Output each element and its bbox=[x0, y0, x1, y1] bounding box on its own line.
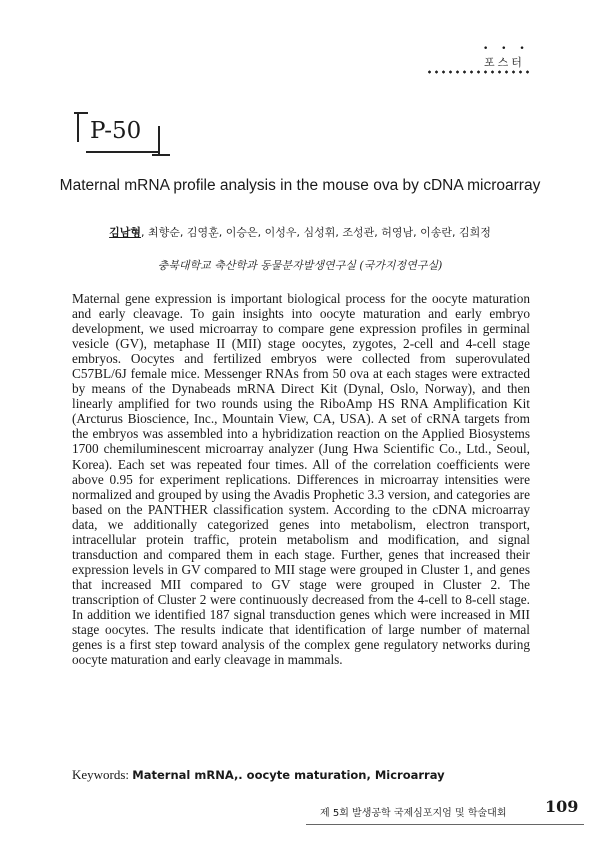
keywords-values: Maternal mRNA,. oocyte maturation, Microarray bbox=[132, 768, 445, 782]
abstract-body: Maternal gene expression is important biological process for the oocyte maturation and early cleavage. To gain insights into oocyte maturation and early embryo development, we used microarray to compare gene expression profiles in germinal vesicle (GV), metaphase II (MII) stage oocytes, zygotes, 2-cell and 4-cell stage embryos. Oocytes and fertilized embryos were collected from superovulated C57BL/6J female mice. Messenger RNAs from 50 ova at each stages were extracted by means of the Dynabeads mRNA Direct Kit (Dynal, Oslo, Norway), and then linearly amplified for two rounds using the RiboAmp HS RNA Amplification Kit (Arcturus Bioscience, Inc., Mountain View, CA, USA). A set of cRNA targets from the embryos was assembled into a hybridization reaction on the Applied Biosystems 1700 chemiluminescent microarray analyzer (Jung Hwa Scientific Co., Ltd., Seoul, Korea). Each set was repeated four times. All of the correlation coefficients were above 0.95 for experiment replications. Differences in microarray intensities were normalized and grouped by using the Avadis Prophetic 3.3 version, and categories are based on the PANTHER classification system. According to the cDNA microarray data, we additionally categorized genes into metabolism, electron transport, intracellular protein traffic, protein metabolism and modification, and signal transduction and compared them in each stage. Further, genes that increased their expression levels in GV compared to MII stage were grouped in Cluster 1, and genes that increased MII compared to GV stage were grouped in Cluster 2. The transcription of Cluster 2 were continuously decreased from the 4-cell to 8-cell stage. In addition we identified 187 signal transduction genes which were increased in MII stage oocytes. The results indicate that identification of large number of maternal genes is a first step toward analysis of the complex gene regulatory networks during oocyte maturation and early cleavage in mammals. bbox=[72, 291, 530, 668]
dotted-rule bbox=[426, 70, 530, 74]
keywords bbox=[72, 767, 445, 783]
keywords-label: Keywords: bbox=[72, 767, 133, 782]
co-authors: , 최향순, 김영훈, 이승은, 이성우, 심성휘, 조성관, 허영남, 이송란, 김희정 bbox=[141, 226, 491, 239]
footer-conference: 제 5회 발생공학 국제심포지엄 및 학술대회 bbox=[320, 808, 507, 819]
footer-rule bbox=[306, 824, 584, 825]
header-dots: • • • bbox=[483, 44, 530, 54]
page-number: 109 bbox=[545, 797, 579, 816]
poster-code-underline bbox=[86, 151, 158, 153]
author-list bbox=[40, 224, 560, 240]
paper-title: Maternal mRNA profile analysis in the mouse ova by cDNA microarray bbox=[59, 177, 541, 194]
presenting-author: 김남형 bbox=[109, 226, 142, 239]
poster-code: P-50 bbox=[90, 118, 142, 144]
section-label: 포스터 bbox=[484, 56, 525, 69]
affiliation: 충북대학교 축산학과 동물분자발생연구실 (국가지정연구실) bbox=[157, 259, 443, 272]
